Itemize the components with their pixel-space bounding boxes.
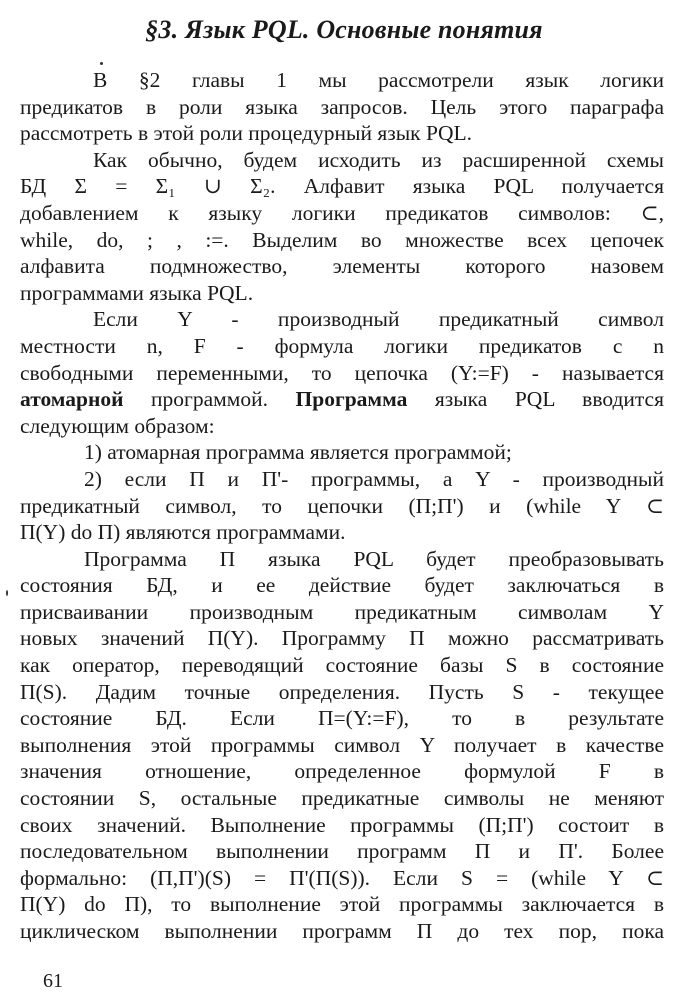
text-line: новых значений Π(Y). Программу Π можно рассматривать [20,626,664,651]
list-item: 2) если Π и Π'- программы, а Y - производный [84,466,664,491]
page-number: 61 [43,970,63,992]
text-line-with-terms [20,386,664,413]
text-line: Если Y - производный предикатный символ [93,307,664,332]
text-line: следующим образом: [20,413,215,438]
text-line: Π(Y) do Π), то выполнение этой программы заключается в [20,892,664,917]
text-line: БД Σ = Σ₁ ∪ Σ₂. Алфавит языка PQL получается [20,174,664,199]
text-line: Как обычно, будем исходить из расширенной схемы [93,147,664,172]
body-text [20,67,664,945]
text-line: предикатов в роли языка запросов. Цель этого параграфа [20,94,664,119]
text-line: состояние БД. Если Π=(Y:=F), то в результате [20,706,664,731]
text-line: формально: (Π,Π')(S) = Π'(Π(S)). Если S = (while Y ⊂ [20,865,664,890]
text-line: значения отношение, определенное формулой F в [20,759,664,784]
term-program: Программа [295,387,408,412]
scan-speck [100,62,103,65]
text-line: состоянии S, остальные предикатные символы не меняют [20,786,664,811]
text-fragment: программой. [123,387,296,412]
text-line: циклическом выполнении программ Π до тех пор, пока [20,919,664,943]
text-line: В §2 главы 1 мы рассмотрели язык логики [93,68,664,92]
text-line: местности n, F - формула логики предикатов с n [20,333,664,358]
text-line: Программа Π языка PQL будет преобразовывать [84,546,664,571]
text-line: присваивании производным предикатным символам Y [20,599,664,624]
text-line: своих значений. Выполнение программы (Π;Π') состоит в [20,812,664,837]
text-line: свободными переменными, то цепочка (Y:=F) - называется [20,360,664,385]
list-item: 1) атомарная программа является программой; [84,440,512,465]
text-line: добавлением к языку логики предикатов символов: ⊂, [20,200,664,225]
scan-speck [6,590,8,596]
text-line: Π(Y) do Π) являются программами. [20,520,346,545]
text-line: предикатный символ, то цепочки (Π;Π') и (while Y ⊂ [20,493,664,518]
text-line: программами языка PQL. [20,280,254,305]
text-line: последовательном выполнении программ Π и Π'. Более [20,839,664,864]
text-line: алфавита подмножество, элементы которого назовем [20,254,664,279]
term-atomic: атомарной [20,387,124,412]
text-line: while, do, ; , :=. Выделим во множестве всех цепочек [20,227,664,252]
section-heading: §3. Язык PQL. Основные понятия [145,15,543,44]
text-line: Π(S). Дадим точные определения. Пусть S - текущее [20,679,664,704]
text-fragment: языка PQL вводится [407,387,664,412]
text-line: состояния БД, и ее действие будет заключаться в [20,573,664,598]
text-line: рассмотреть в этой роли процедурный язык PQL. [20,121,472,146]
text-line: выполнения этой программы символ Y получает в качестве [20,732,664,757]
text-line: как оператор, переводящий состояние базы S в состояние [20,653,664,678]
